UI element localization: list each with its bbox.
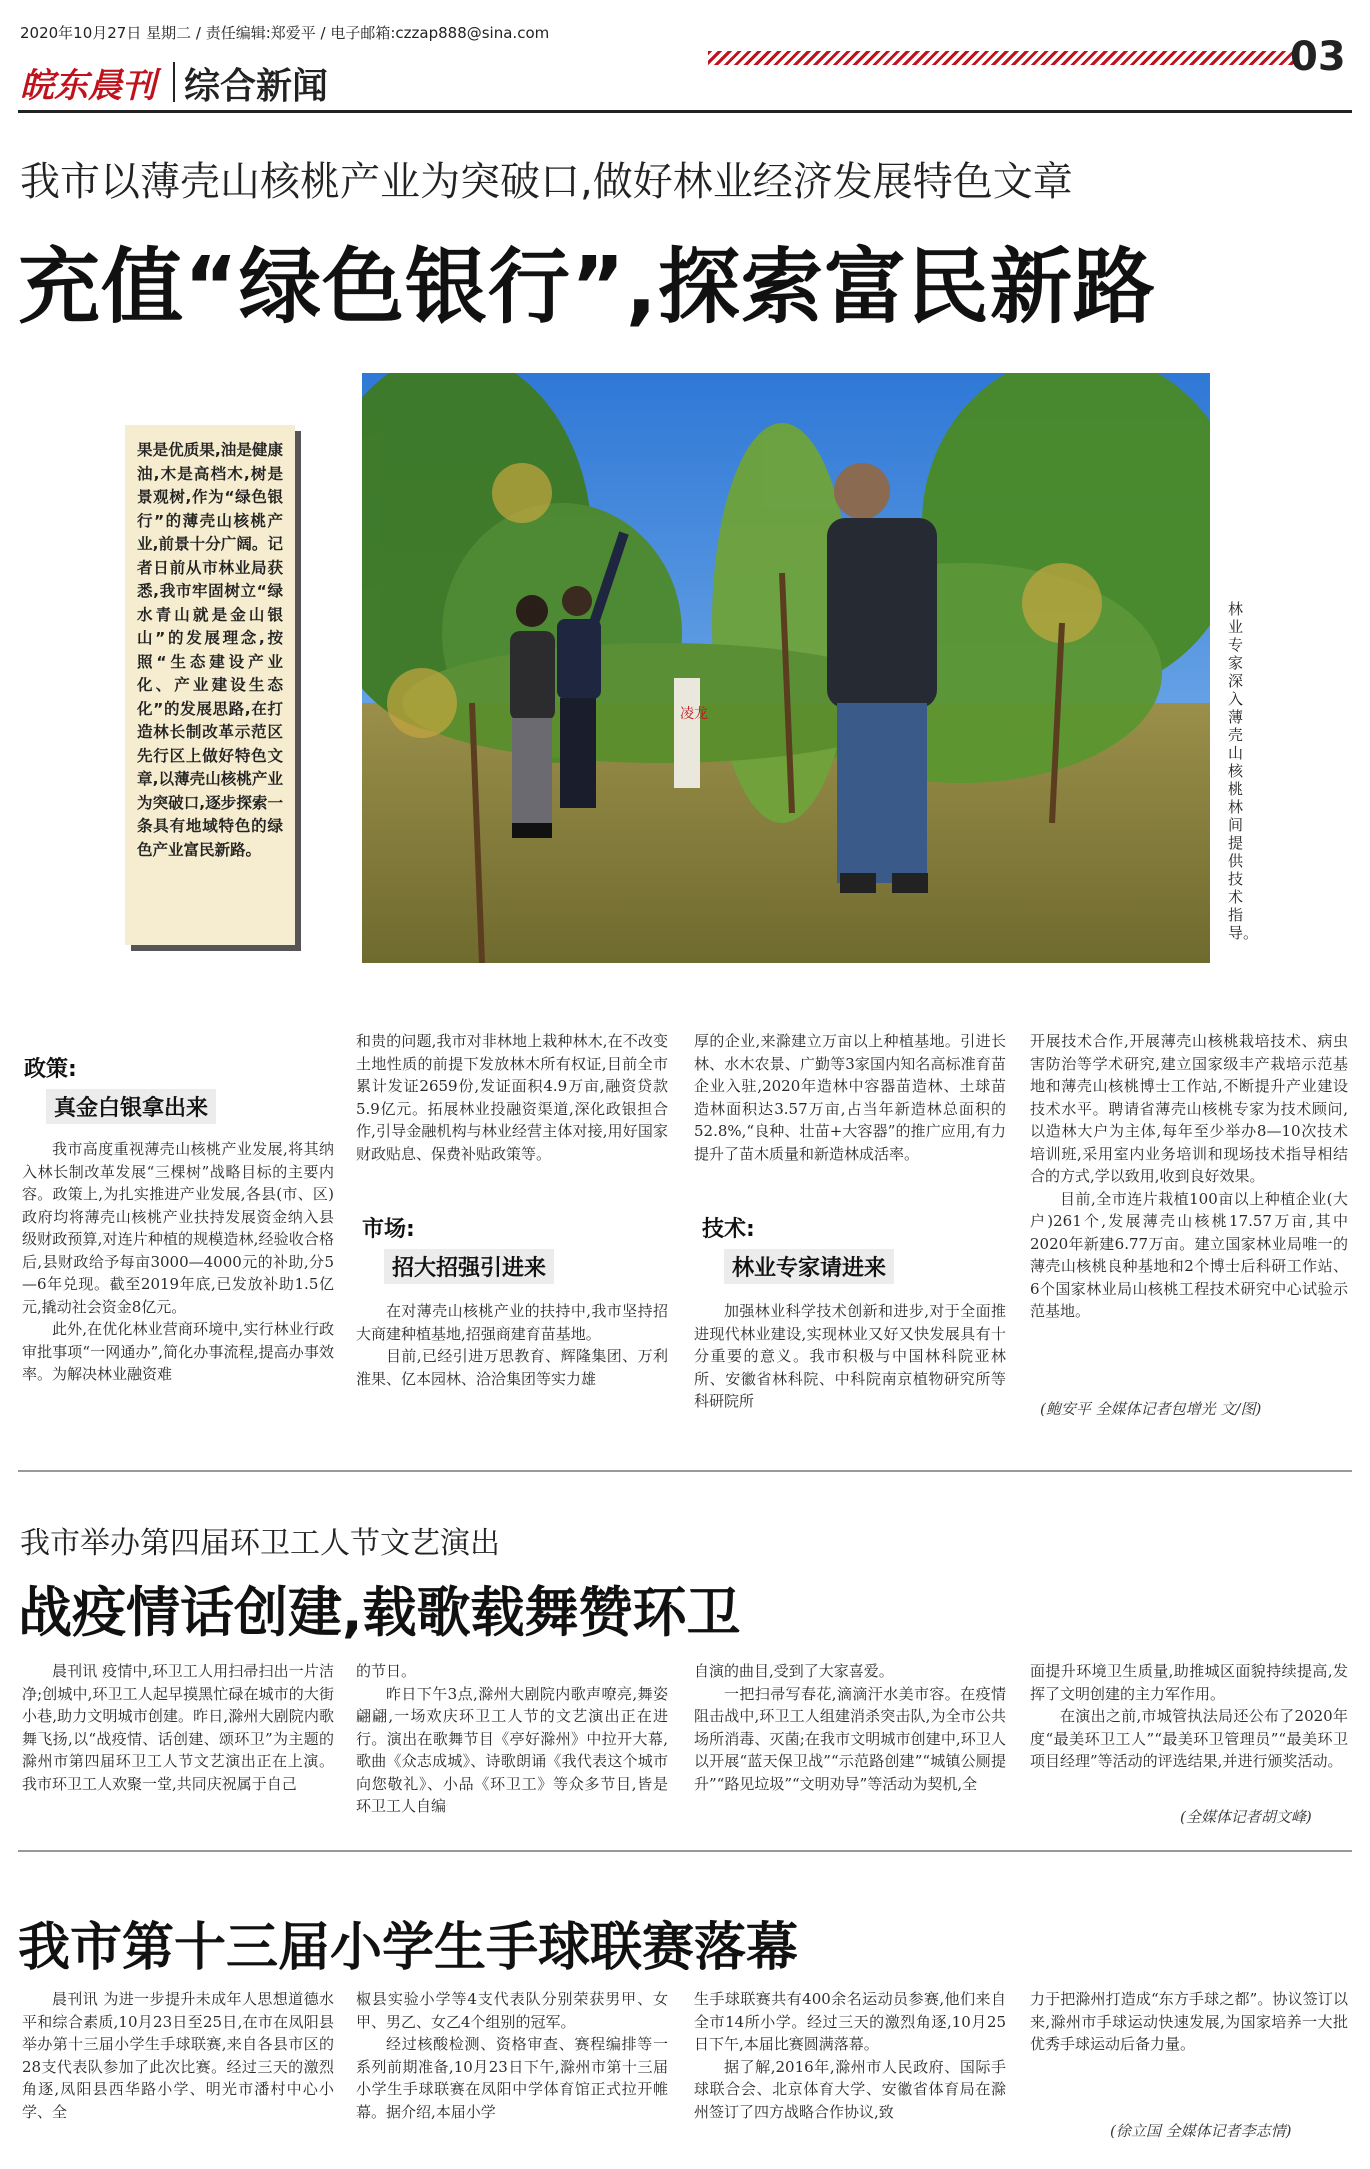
marker-text: 凌龙 [680,706,708,722]
paragraph: 加强林业科学技术创新和进步,对于全面推进现代林业建设,实现林业又好又快发展具有十分重要的意义。我市积极与中国林科院亚林所、安徽省林科院、中科院南京植物研究所等科研院所 [694,1302,1006,1410]
paragraph: 椒县实验小学等4支代表队分别荣获男甲、女甲、男乙、女乙4个组别的冠军。 [356,1990,668,2031]
article2-column-3 [694,1660,1006,1830]
market-kicker [362,1212,554,1284]
paragraph: 此外,在优化林业营商环境中,实行林业行政审批事项“一网通办”,简化办事流程,提高办事效率。为解决林业融资难 [22,1320,334,1383]
article1-column-2-bottom [356,1300,668,1430]
article3-headline: 我市第十三届小学生手球联赛落幕 [18,1918,799,1978]
paragraph: 目前,已经引进万思教育、辉隆集团、万利淮果、亿本园林、洽洽集团等实力雄 [356,1347,668,1388]
article2-column-4 [1030,1660,1348,1800]
article3-column-4 [1030,1988,1348,2088]
paragraph: 目前,全市连片栽植100亩以上种植企业(大户)261个,发展薄壳山核桃17.57万亩,其中2020年新建6.77万亩。建立国家林业局唯一的薄壳山核桃良种基地和2个博士后科研工作站、6个国家林业局山核桃工程技术研究中心试验示范基地。 [1030,1189,1348,1320]
paragraph: 晨刊讯 为进一步提升未成年人思想道德水平和综合素质,10月23日至25日,在市在凤阳县举办第十三届小学生手球联赛,来自各县市区的28支代表队参加了此次比赛。经过三天的激烈角逐,凤阳县西华路小学、明光市潘村中心小学、全 [22,1990,334,2121]
article3-column-3 [694,1988,1006,2158]
paragraph: 和贵的问题,我市对非林地上栽种林木,在不改变土地性质的前提下发放林木所有权证,目前全市累计发证2659份,发证面积4.9万亩,融资贷款5.9亿元。拓展林业投融资渠道,深化政银担合作,引导金融机构与林业经营主体对接,用好国家财政贴息、保费补贴政策等。 [356,1032,668,1163]
article1-column-3-bottom [694,1300,1006,1430]
article1-credit: (鲍安平 全媒体记者包增光 文/图) [1040,1400,1262,1418]
section-divider [18,1470,1352,1472]
paragraph: 经过核酸检测、资格审查、赛程编排等一系列前期准备,10月23日下午,滁州市第十三届小学生手球联赛在凤阳中学体育馆正式拉开帷幕。据介绍,本届小学 [356,2035,668,2121]
tech-title: 技术: [702,1217,755,1242]
paragraph: 在演出之前,市城管执法局还公布了2020年度“最美环卫工人”“最美环卫管理员”“最美环卫项目经理”等活动的评选结果,并进行颁奖活动。 [1030,1707,1348,1770]
paragraph: 我市高度重视薄壳山核桃产业发展,将其纳入林长制改革发展“三棵树”战略目标的主要内容。政策上,为扎实推进产业发展,各县(市、区)政府均将薄壳山核桃产业扶持发展资金纳入县级财政预算,对连片种植的规模造林,经验收合格后,县财政给予每亩3000—4000元的补助,分5—6年兑现。截至2019年底,已发放补助1.5亿元,撬动社会资金8亿元。 [22,1140,334,1316]
policy-subtitle: 真金白银拿出来 [46,1089,216,1124]
paragraph: 据了解,2016年,滁州市人民政府、国际手球联合会、北京体育大学、安徽省体育局在滁州签订了四方战略合作协议,致 [694,2057,1006,2121]
tech-kicker [702,1212,894,1284]
tech-subtitle: 林业专家请进来 [724,1249,894,1284]
paragraph: 昨日下午3点,滁州大剧院内歌声嘹亮,舞姿翩翩,一场欢庆环卫工人节的文艺演出正在进行。演出在歌舞节目《亭好滁州》中拉开大幕,歌曲《众志成城》、诗歌朗诵《我代表这个城市向您敬礼》、小品《环卫工》等众多节目,皆是环卫工人自编 [356,1684,668,1815]
article2-headline: 战疫情话创建,载歌载舞赞环卫 [18,1581,741,1644]
market-title: 市场: [362,1217,415,1242]
article2-credit: (全媒体记者胡文峰) [1180,1808,1312,1826]
date-line: 2020年10月27日 星期二 / 责任编辑:郑爱平 / 电子邮箱:czzap888@sina.com [20,24,550,42]
article1-column-3-top [694,1030,1006,1188]
policy-kicker [24,1052,216,1124]
decorative-hatch-band [708,51,1298,65]
paragraph: 一把扫帚写春花,滴滴汗水美市容。在疫情阻击战中,环卫工人组建消杀突击队,为全市公共场所消毒、灭菌;在我市文明城市创建中,环卫人以开展“蓝天保卫战”“示范路创建”“城镇公厕提升”“路见垃圾”“文明劝导”等活动为契机,全 [694,1684,1006,1793]
page-number: 03 [1290,34,1346,80]
paragraph: 在对薄壳山核桃产业的扶持中,我市坚持招大商建种植基地,招强商建育苗基地。 [356,1302,668,1343]
article1-column-2-top [356,1030,668,1188]
orchard-photo-illustration [362,373,1210,963]
article3-column-2 [356,1988,668,2158]
article3-credit: (徐立国 全媒体记者李志情) [1110,2122,1292,2140]
policy-title: 政策: [24,1057,77,1082]
newspaper-logo: 皖东晨刊 [20,66,156,106]
photo-caption: 林业专家深入薄壳山核桃林间提供技术指导。 [1228,600,1259,942]
article1-headline: 充值“绿色银行”,探索富民新路 [18,240,1156,335]
article2-column-2 [356,1660,668,1830]
section-divider [18,1850,1352,1852]
paragraph: 面提升环境卫生质量,助推城区面貌持续提高,发挥了文明创建的主力军作用。 [1030,1662,1348,1703]
article1-column-4 [1030,1030,1348,1420]
paragraph: 晨刊讯 疫情中,环卫工人用扫帚扫出一片洁净;创城中,环卫工人起早摸黑忙碌在城市的大街小巷,助力文明城市创建。昨日,滁州大剧院内歌舞飞扬,以“战疫情、话创建、颂环卫”为主题的滁州市第四届环卫工人节文艺演出正在上演。我市环卫工人欢聚一堂,共同庆祝属于自己 [22,1662,334,1793]
paragraph: 生手球联赛共有400余名运动员参赛,他们来自全市14所小学。经过三天的激烈角逐,10月25日下午,本届比赛圆满落幕。 [694,1990,1006,2053]
market-subtitle: 招大招强引进来 [384,1249,554,1284]
paragraph: 自演的曲目,受到了大家喜爱。 [694,1662,894,1680]
article1-column-1 [22,1138,334,1418]
article2-subhead: 我市举办第四届环卫工人节文艺演出 [20,1526,500,1561]
article2-column-1 [22,1660,334,1830]
header-rule [18,110,1352,113]
person-expert [827,463,937,893]
section-title: 综合新闻 [184,66,329,107]
paragraph: 的节日。 [356,1662,417,1680]
paragraph: 力于把滁州打造成“东方手球之都”。协议签订以来,滁州市手球运动快速发展,为国家培养一大批优秀手球运动后备力量。 [1030,1990,1348,2053]
orchard-photo [362,373,1210,963]
article3-column-1 [22,1988,334,2158]
paragraph: 开展技术合作,开展薄壳山核桃栽培技术、病虫害防治等学术研究,建立国家级丰产栽培示范基地和薄壳山核桃博士工作站,不断提升产业建设技术水平。聘请省薄壳山核桃专家为技术顾问,以造林大户为主体,每年至少举办8—10次技术培训班,采用室内业务培训和现场技术指导相结合的方式,学以致用,收到良好效果。 [1030,1032,1348,1185]
article1-subhead: 我市以薄壳山核桃产业为突破口,做好林业经济发展特色文章 [20,159,1073,205]
masthead-divider [173,62,175,102]
paragraph: 厚的企业,来滁建立万亩以上种植基地。引进长林、水木农景、广勤等3家国内知名高标准育苗企业入驻,2020年造林中容器苗造林、土球苗造林面积达3.57万亩,占当年新造林总面积的52.8%,“良种、壮苗+大容器”的推广应用,有力提升了苗木质量和新造林成活率。 [694,1032,1006,1163]
article1-summary-box: 果是优质果,油是健康油,木是高档木,树是景观树,作为“绿色银行”的薄壳山核桃产业,前景十分广阔。记者日前从市林业局获悉,我市牢固树立“绿水青山就是金山银山”的发展理念,按照“生态建设产业化、产业建设生态化”的发展思路,在打造林长制改革示范区先行区上做好特色文章,以薄壳山核桃产业为突破口,逐步探索一条具有地域特色的绿色产业富民新路。 [125,425,295,945]
